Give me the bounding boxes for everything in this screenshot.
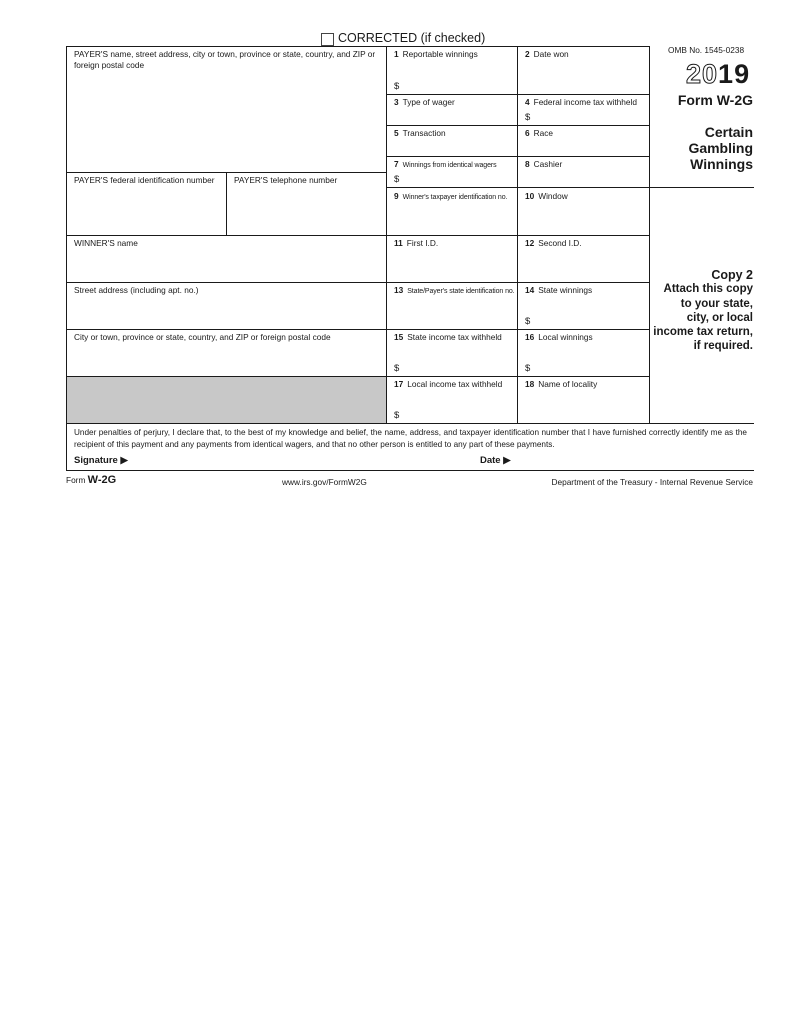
payer-fed-id-label: PAYER'S federal identification number bbox=[74, 175, 215, 185]
box-3-label: Type of wager bbox=[402, 97, 455, 107]
box-8-number: 8 bbox=[525, 159, 530, 169]
box-18-number: 18 bbox=[525, 379, 535, 389]
box-14-number: 14 bbox=[525, 285, 535, 295]
box-6[interactable] bbox=[525, 128, 553, 139]
box-10-number: 10 bbox=[525, 191, 535, 201]
box-12[interactable] bbox=[525, 238, 582, 249]
bottom-border bbox=[66, 470, 754, 471]
payer-phone-label: PAYER'S telephone number bbox=[234, 175, 338, 185]
signature-label: Signature ▶ bbox=[74, 455, 128, 466]
box-4-number: 4 bbox=[525, 97, 530, 107]
box-2-number: 2 bbox=[525, 49, 530, 59]
box-8[interactable] bbox=[525, 159, 562, 170]
payer-name-label: PAYER'S name, street address, city or town, province or state, country, and ZIP or foreign postal code bbox=[74, 49, 376, 70]
box-11-number: 11 bbox=[394, 238, 403, 248]
corrected-label: CORRECTED (if checked) bbox=[338, 31, 486, 45]
signature-field[interactable] bbox=[74, 455, 128, 466]
box-7-label: Winnings from identical wagers bbox=[402, 162, 497, 169]
tax-year-bold: 19 bbox=[718, 59, 751, 89]
box-1-number: 1 bbox=[394, 49, 399, 59]
box-4-dollar: $ bbox=[525, 112, 531, 123]
copy-line-3: city, or local bbox=[686, 311, 753, 324]
copy-line-4: income tax return, bbox=[653, 326, 753, 339]
box-14-label: State winnings bbox=[538, 285, 593, 295]
winner-street-label: Street address (including apt. no.) bbox=[74, 285, 199, 295]
box-1-dollar: $ bbox=[394, 81, 400, 92]
box-7-dollar: $ bbox=[394, 174, 400, 185]
box-16-dollar: $ bbox=[525, 363, 531, 374]
box-17[interactable] bbox=[394, 379, 502, 390]
box-10-label: Window bbox=[538, 191, 568, 201]
form-subtitle-line-3: Winnings bbox=[690, 156, 753, 172]
box-7[interactable] bbox=[394, 159, 497, 172]
box-18-label: Name of locality bbox=[538, 379, 598, 389]
box-5-label: Transaction bbox=[402, 128, 446, 138]
footer-form-name bbox=[66, 474, 116, 486]
form-subtitle-line-2: Gambling bbox=[688, 140, 753, 156]
box-11[interactable] bbox=[394, 238, 438, 249]
box-12-label: Second I.D. bbox=[538, 238, 582, 248]
footer-url[interactable]: www.irs.gov/FormW2G bbox=[282, 477, 367, 487]
date-label: Date ▶ bbox=[480, 455, 511, 466]
box-9[interactable] bbox=[394, 191, 507, 204]
box-11-label: First I.D. bbox=[406, 238, 439, 248]
box-13-number: 13 bbox=[394, 285, 404, 295]
form-title: Form W-2G bbox=[677, 92, 753, 108]
footer-form-id: W-2G bbox=[87, 474, 117, 486]
winner-street-field[interactable] bbox=[74, 285, 199, 296]
box-9-number: 9 bbox=[394, 191, 399, 201]
winner-name-label: WINNER'S name bbox=[74, 238, 138, 248]
box-14[interactable] bbox=[525, 285, 592, 296]
payer-phone-field[interactable] bbox=[234, 175, 337, 186]
box-13[interactable] bbox=[394, 285, 515, 298]
payer-name-field[interactable] bbox=[74, 49, 384, 70]
box-16[interactable] bbox=[525, 332, 593, 343]
date-field[interactable] bbox=[480, 455, 511, 466]
shaded-area bbox=[67, 377, 386, 423]
corrected-checkbox[interactable] bbox=[321, 33, 334, 46]
box-17-label: Local income tax withheld bbox=[407, 379, 503, 389]
box-8-label: Cashier bbox=[533, 159, 563, 169]
box-17-number: 17 bbox=[394, 379, 404, 389]
winner-city-field[interactable] bbox=[74, 332, 331, 343]
box-15-label: State income tax withheld bbox=[407, 332, 502, 342]
box-14-dollar: $ bbox=[525, 316, 531, 327]
top-border bbox=[66, 46, 650, 47]
box-2[interactable] bbox=[525, 49, 569, 60]
copy-line-1: Attach this copy bbox=[663, 283, 753, 296]
tax-year-outline: 20 bbox=[686, 59, 719, 89]
winner-city-label: City or town, province or state, country, and ZIP or foreign postal code bbox=[74, 332, 331, 342]
box-16-label: Local winnings bbox=[538, 332, 593, 342]
payer-fed-id-field[interactable] bbox=[74, 175, 215, 186]
box-4-label: Federal income tax withheld bbox=[533, 97, 637, 107]
box-17-dollar: $ bbox=[394, 410, 400, 421]
box-13-label: State/Payer's state identification no. bbox=[407, 288, 515, 295]
box-4[interactable] bbox=[525, 97, 637, 108]
omb-number: OMB No. 1545-0238 bbox=[668, 45, 745, 55]
box-16-number: 16 bbox=[525, 332, 535, 342]
copy-title: Copy 2 bbox=[711, 268, 753, 282]
winner-name-field[interactable] bbox=[74, 238, 138, 249]
box-2-label: Date won bbox=[533, 49, 569, 59]
box-3[interactable] bbox=[394, 97, 455, 108]
box-6-label: Race bbox=[533, 128, 553, 138]
box-9-label: Winner's taxpayer identification no. bbox=[402, 194, 508, 201]
copy-notice bbox=[653, 268, 753, 354]
box-1[interactable] bbox=[394, 49, 478, 60]
box-10[interactable] bbox=[525, 191, 568, 202]
box-6-number: 6 bbox=[525, 128, 530, 138]
box-5-number: 5 bbox=[394, 128, 399, 138]
box-3-number: 3 bbox=[394, 97, 399, 107]
copy-line-5: if required. bbox=[693, 340, 753, 353]
form-subtitle bbox=[688, 124, 753, 172]
box-18[interactable] bbox=[525, 379, 597, 390]
box-1-label: Reportable winnings bbox=[402, 49, 478, 59]
box-15-number: 15 bbox=[394, 332, 404, 342]
footer-department: Department of the Treasury - Internal Revenue Service bbox=[551, 477, 753, 487]
box-15[interactable] bbox=[394, 332, 502, 343]
box-15-dollar: $ bbox=[394, 363, 400, 374]
copy-line-2: to your state, bbox=[680, 297, 753, 310]
box-7-number: 7 bbox=[394, 159, 399, 169]
footer-form-prefix: Form bbox=[66, 475, 86, 485]
box-5[interactable] bbox=[394, 128, 446, 139]
form-subtitle-line-1: Certain bbox=[704, 124, 753, 140]
box-12-number: 12 bbox=[525, 238, 535, 248]
perjury-statement: Under penalties of perjury, I declare that, to the best of my knowledge and belief, the name, address, and taxpayer identification number that I have furnished correctly identify me as the recipient of this payment and any payments from identical wagers, and that no other person is entitled to any part of these payments. bbox=[74, 428, 747, 449]
tax-year bbox=[686, 59, 750, 90]
